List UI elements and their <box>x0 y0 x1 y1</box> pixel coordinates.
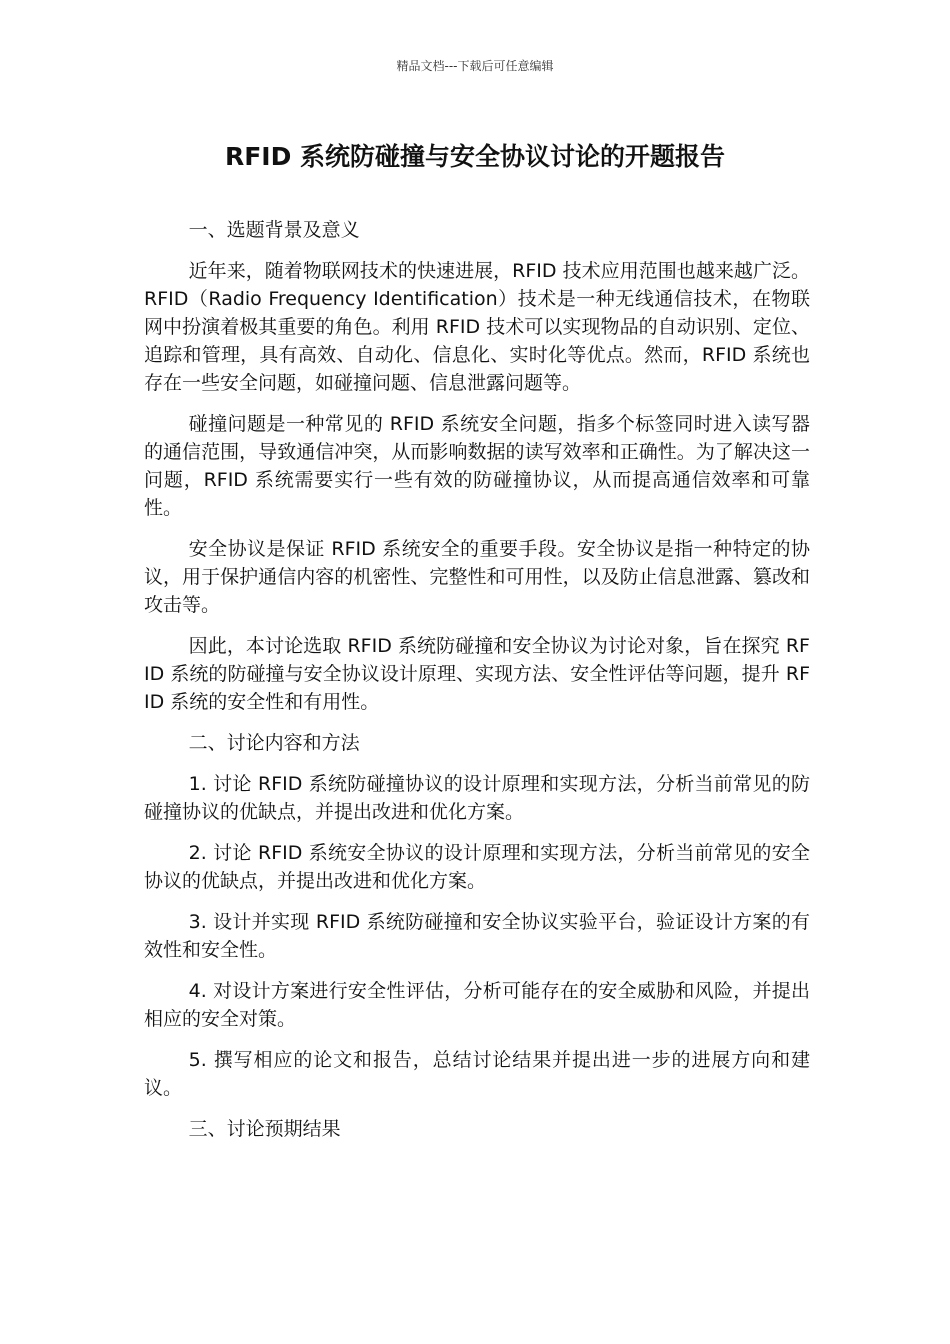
paragraph-purpose: 因此，本讨论选取 RFID 系统防碰撞和安全协议为讨论对象，旨在探究 RFID 系统的防碰撞与安全协议设计原理、实现方法、安全性评估等问题，提升 RFID 系统的安全性和有用性。 <box>144 635 810 713</box>
document-body <box>144 216 810 1156</box>
list-item: 5. 撰写相应的论文和报告，总结讨论结果并提出进一步的进展方向和建议。 <box>144 1049 810 1099</box>
list-item: 1. 讨论 RFID 系统防碰撞协议的设计原理和实现方法，分析当前常见的防碰撞协议的优缺点，并提出改进和优化方案。 <box>144 773 810 823</box>
list-item: 2. 讨论 RFID 系统安全协议的设计原理和实现方法，分析当前常见的安全协议的优缺点，并提出改进和优化方案。 <box>144 842 810 892</box>
section-heading-expected-results: 三、讨论预期结果 <box>188 1118 341 1140</box>
header-note: 精品文档---下载后可任意编辑 <box>396 59 554 73</box>
list-item: 3. 设计并实现 RFID 系统防碰撞和安全协议实验平台，验证设计方案的有效性和安全性。 <box>144 911 810 961</box>
section-heading-content-methods: 二、讨论内容和方法 <box>188 732 360 754</box>
list-item: 4. 对设计方案进行安全性评估，分析可能存在的安全威胁和风险，并提出相应的安全对策。 <box>144 980 810 1030</box>
page-title: RFID 系统防碰撞与安全协议讨论的开题报告 <box>224 142 726 171</box>
paragraph-security-protocol: 安全协议是保证 RFID 系统安全的重要手段。安全协议是指一种特定的协议，用于保护通信内容的机密性、完整性和可用性，以及防止信息泄露、篡改和攻击等。 <box>144 538 810 616</box>
paragraph-collision: 碰撞问题是一种常见的 RFID 系统安全问题，指多个标签同时进入读写器的通信范围，导致通信冲突，从而影响数据的读写效率和正确性。为了解决这一问题，RFID 系统需要实行一些有效的防碰撞协议，从而提高通信效率和可靠性。 <box>144 413 810 519</box>
section-heading-background: 一、选题背景及意义 <box>188 219 360 241</box>
paragraph-intro: 近年来，随着物联网技术的快速进展，RFID 技术应用范围也越来越广泛。RFID（Radio Frequency Identification）技术是一种无线通信技术，在物联网中扮演着极其重要的角色。利用 RFID 技术可以实现物品的自动识别、定位、追踪和管理，具有高效、自动化、信息化、实时化等优点。然而，RFID 系统也存在一些安全问题，如碰撞问题、信息泄露问题等。 <box>144 260 810 394</box>
